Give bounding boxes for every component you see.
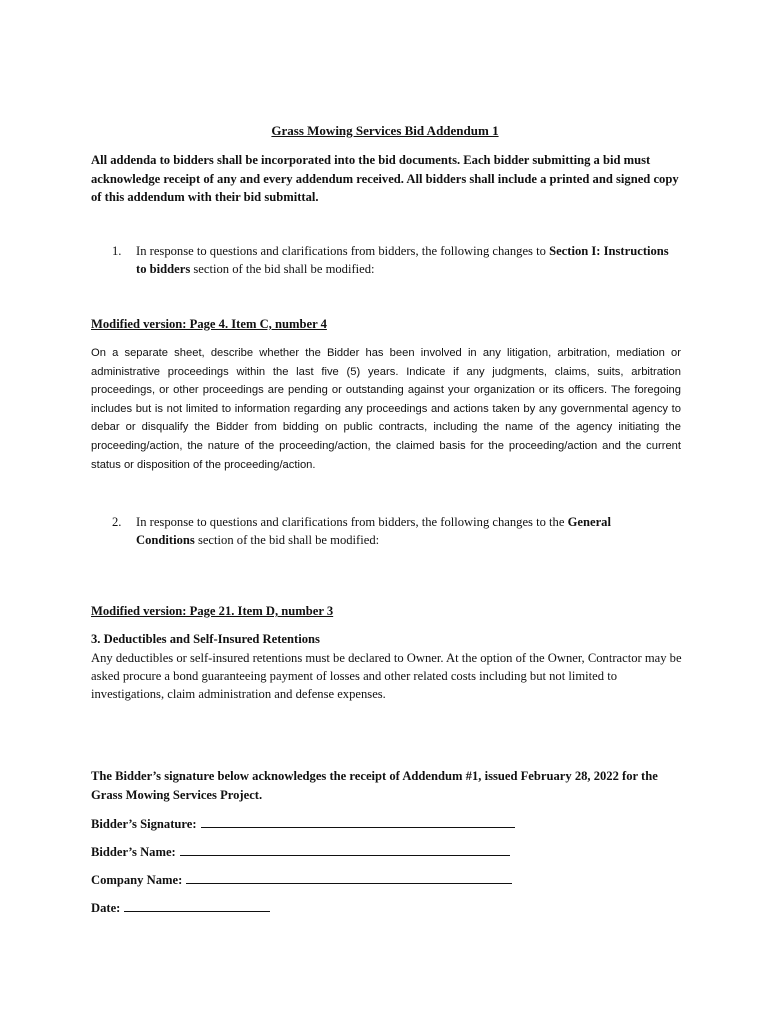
item-text-before: In response to questions and clarifications from bidders, the following changes to the: [136, 515, 568, 529]
item-text-before: In response to questions and clarifications from bidders, the following changes to: [136, 244, 550, 258]
name-line[interactable]: [180, 843, 510, 856]
company-field[interactable]: [91, 871, 512, 888]
section-2-heading: Modified version: Page 21. Item D, number 3: [91, 604, 334, 618]
name-label: Bidder’s Name:: [91, 845, 176, 859]
company-line[interactable]: [186, 871, 512, 884]
item-text: [136, 513, 672, 549]
numbered-item-2: [112, 513, 672, 549]
item-number: 2.: [112, 515, 122, 529]
signature-line[interactable]: [201, 815, 515, 828]
section-1-body: On a separate sheet, describe whether the Bidder has been involved in any litigation, arbitration, mediation or administrative proceedings within the last five (5) years. Indicate if any judgments, claims, suits, arbitration proceedings, or other proceedings are pending or outstanding against your organization or its officers. The foregoing includes but is not limited to information regarding any proceedings and actions taken by any governmental agency to debar or disqualify the Bidder from bidding on public contracts, including the name of the agency initiating the proceeding/action, the nature of the proceeding/action, the claimed basis for the proceeding/action and the current status or disposition of the proceeding/action.: [91, 347, 681, 471]
company-label: Company Name:: [91, 873, 183, 887]
section-2-subheading: 3. Deductibles and Self-Insured Retentions: [91, 632, 320, 646]
intro-paragraph: All addenda to bidders shall be incorporated into the bid documents. Each bidder submitting a bid must acknowledge receipt of any and every addendum received. All bidders shall include a printed and signed copy of this addendum with their bid submittal.: [91, 153, 679, 204]
item-text-bold: Section I: Instructions to bidders: [136, 244, 669, 276]
item-text-bold: General Conditions: [136, 515, 611, 547]
signature-label: Bidder’s Signature:: [91, 817, 197, 831]
date-label: Date:: [91, 901, 121, 915]
date-field[interactable]: [91, 899, 270, 916]
section-2-body: Any deductibles or self-insured retentions must be declared to Owner. At the option of the Owner, Contractor may be asked procure a bond guaranteeing payment of losses and other related costs including but not limited to investigations, claim administration and defense expenses.: [91, 651, 682, 701]
signature-field[interactable]: [91, 815, 515, 832]
item-text-after: section of the bid shall be modified:: [190, 262, 375, 276]
acknowledgement-text: The Bidder’s signature below acknowledges the receipt of Addendum #1, issued February 28, 2022 for the Grass Mowing Services Project.: [91, 769, 658, 802]
numbered-item-1: [112, 242, 672, 278]
item-text: [136, 242, 672, 278]
name-field[interactable]: [91, 843, 510, 860]
date-line[interactable]: [124, 899, 270, 912]
item-number: 1.: [112, 244, 122, 258]
section-1-heading: Modified version: Page 4. Item C, number 4: [91, 317, 327, 331]
document-title: Grass Mowing Services Bid Addendum 1: [271, 123, 499, 138]
item-text-after: section of the bid shall be modified:: [194, 533, 380, 547]
